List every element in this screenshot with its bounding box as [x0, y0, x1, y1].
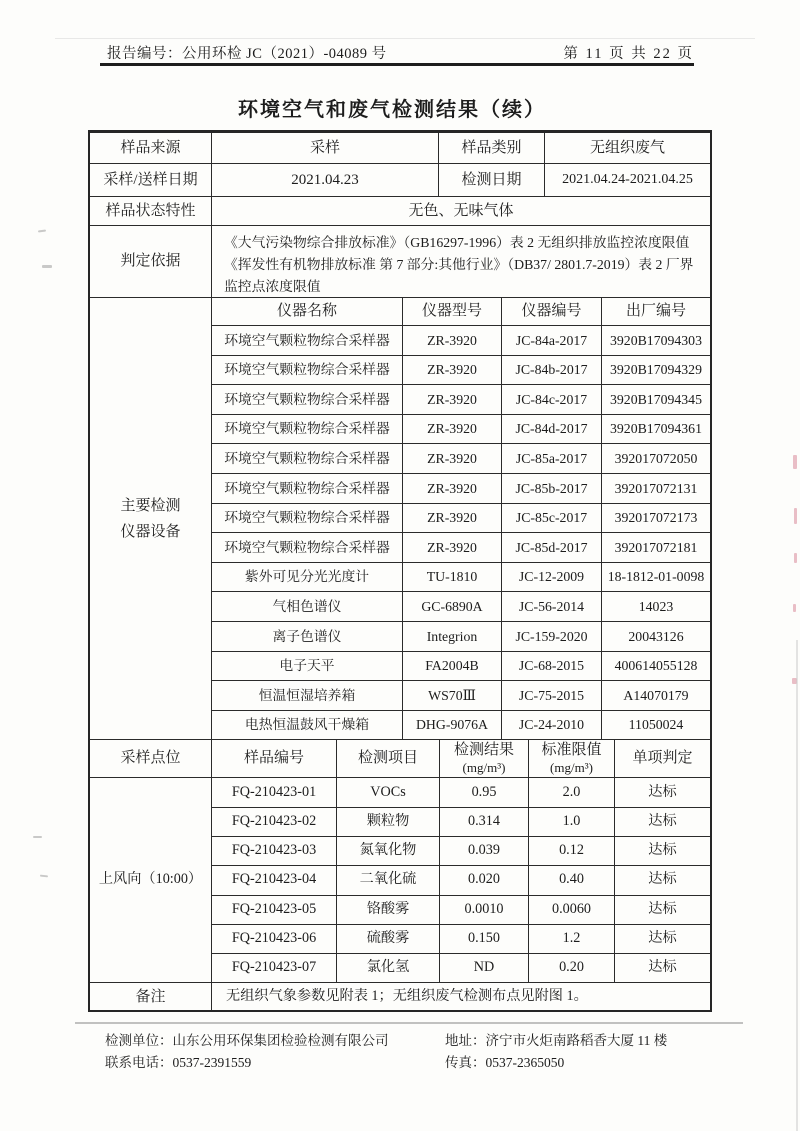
instrument-serial: 392017072173	[602, 504, 710, 534]
sampling-point-header: 采样点位	[90, 740, 212, 778]
test-item: 氯化氢	[337, 954, 440, 983]
test-item: 二氧化硫	[337, 866, 440, 895]
judgment-value: 达标	[615, 954, 710, 983]
instruments-label-line1: 主要检测	[120, 497, 181, 514]
instrument-name: 紫外可见分光光度计	[212, 563, 403, 593]
stamp-edge-mark	[793, 455, 797, 469]
instrument-row	[212, 622, 710, 652]
test-result: ND	[440, 954, 529, 983]
instruments-subtable	[212, 298, 710, 740]
sampling-date-value: 2021.04.23	[212, 164, 439, 197]
instrument-name-header: 仪器名称	[212, 298, 403, 326]
test-result: 0.0010	[440, 896, 529, 925]
sample-id: FQ-210423-05	[212, 896, 337, 925]
instrument-model-header: 仪器型号	[403, 298, 502, 326]
judgment-basis-label: 判定依据	[90, 226, 212, 298]
instruments-header-row	[212, 298, 710, 326]
footer-unit: 检测单位：山东公用环保集团检验检测有限公司	[105, 1033, 389, 1048]
sample-state-label: 样品状态特性	[90, 197, 212, 226]
instrument-name: 环境空气颗粒物综合采样器	[212, 326, 403, 356]
instrument-name: 环境空气颗粒物综合采样器	[212, 385, 403, 415]
instrument-serial: 11050024	[602, 711, 710, 741]
stamp-edge-mark	[793, 604, 796, 612]
test-item: 硫酸雾	[337, 925, 440, 954]
report-number: 报告编号：公用环检 JC（2021）-04089 号	[107, 46, 387, 62]
instrument-serial: 3920B17094345	[602, 385, 710, 415]
table-row	[90, 133, 710, 164]
test-date-value: 2021.04.24-2021.04.25	[545, 164, 710, 197]
instrument-row	[212, 652, 710, 682]
sampling-row	[212, 954, 710, 983]
sample-id: FQ-210423-03	[212, 837, 337, 866]
instrument-row	[212, 326, 710, 356]
judgment-value: 达标	[615, 896, 710, 925]
instrument-row	[212, 592, 710, 622]
instrument-code: JC-84b-2017	[502, 356, 602, 386]
instrument-model: ZR-3920	[403, 474, 502, 504]
limit-header-line1: 标准限值	[541, 742, 602, 759]
standard-limit: 0.0060	[529, 896, 615, 925]
sampling-row	[212, 866, 710, 895]
instrument-model: ZR-3920	[403, 385, 502, 415]
instrument-code: JC-85b-2017	[502, 474, 602, 504]
instrument-name: 气相色谱仪	[212, 592, 403, 622]
judgment-header: 单项判定	[615, 740, 710, 778]
judgment-value: 达标	[615, 778, 710, 807]
instrument-model: ZR-3920	[403, 356, 502, 386]
instrument-name: 电子天平	[212, 652, 403, 682]
instrument-row	[212, 356, 710, 386]
footer-row-1	[105, 1030, 735, 1052]
sampling-location: 上风向（10:00）	[90, 778, 212, 983]
judgment-value: 达标	[615, 837, 710, 866]
instrument-model: DHG-9076A	[403, 711, 502, 741]
sample-source-label: 样品来源	[90, 133, 212, 164]
scan-edge-line	[796, 640, 798, 1131]
sampling-row	[212, 925, 710, 954]
test-result: 0.150	[440, 925, 529, 954]
sample-id: FQ-210423-02	[212, 808, 337, 837]
footer-phone: 联系电话：0537-2391559	[105, 1055, 252, 1070]
instrument-model: Integrion	[403, 622, 502, 652]
instrument-model: ZR-3920	[403, 444, 502, 474]
instrument-model: ZR-3920	[403, 415, 502, 445]
standard-limit: 0.12	[529, 837, 615, 866]
instruments-label-line2: 仪器设备	[120, 523, 181, 540]
sample-source-value: 采样	[212, 133, 439, 164]
stamp-edge-mark	[794, 553, 797, 563]
instrument-code: JC-85d-2017	[502, 533, 602, 563]
instrument-name: 离子色谱仪	[212, 622, 403, 652]
remark-text: 无组织气象参数见附表 1；无组织废气检测布点见附图 1。	[226, 988, 588, 1005]
instrument-name: 环境空气颗粒物综合采样器	[212, 356, 403, 386]
limit-header	[529, 740, 615, 778]
sample-id: FQ-210423-07	[212, 954, 337, 983]
sampling-subtable	[212, 778, 710, 983]
instrument-serial: A14070179	[602, 681, 710, 711]
instrument-row	[212, 711, 710, 741]
test-item: VOCs	[337, 778, 440, 807]
standard-limit: 0.20	[529, 954, 615, 983]
instrument-code: JC-85c-2017	[502, 504, 602, 534]
instrument-model: FA2004B	[403, 652, 502, 682]
instrument-row	[212, 474, 710, 504]
instrument-serial: 14023	[602, 592, 710, 622]
page-title: 环境空气和废气检测结果（续）	[238, 99, 546, 121]
instrument-code: JC-68-2015	[502, 652, 602, 682]
instrument-serial: 400614055128	[602, 652, 710, 682]
instrument-serial-header: 出厂编号	[602, 298, 710, 326]
sample-state-value: 无色、无味气体	[212, 197, 710, 226]
test-result: 0.039	[440, 837, 529, 866]
sample-id-header: 样品编号	[212, 740, 337, 778]
sample-type-label: 样品类别	[439, 133, 545, 164]
instrument-row	[212, 444, 710, 474]
header-rule	[100, 63, 694, 66]
test-date-label: 检测日期	[439, 164, 545, 197]
basis-line-2: 《挥发性有机物排放标准 第 7 部分:其他行业》（DB37/ 2801.7-2019）表 2 厂界监控点浓度限值	[224, 257, 694, 294]
sample-id: FQ-210423-06	[212, 925, 337, 954]
sampling-row	[212, 808, 710, 837]
instrument-row	[212, 681, 710, 711]
test-item: 铬酸雾	[337, 896, 440, 925]
instrument-serial: 20043126	[602, 622, 710, 652]
sampling-header-row	[90, 740, 710, 778]
instrument-name: 环境空气颗粒物综合采样器	[212, 444, 403, 474]
scan-speck	[38, 229, 46, 232]
scan-speck	[40, 875, 48, 878]
instrument-code: JC-84d-2017	[502, 415, 602, 445]
instrument-code: JC-24-2010	[502, 711, 602, 741]
instrument-model: ZR-3920	[403, 326, 502, 356]
sample-id: FQ-210423-04	[212, 866, 337, 895]
footer-rule	[75, 1022, 743, 1024]
standard-limit: 2.0	[529, 778, 615, 807]
instrument-serial: 3920B17094303	[602, 326, 710, 356]
judgment-value: 达标	[615, 808, 710, 837]
sampling-row	[212, 778, 710, 807]
limit-header-unit: (mg/m³)	[550, 760, 593, 776]
instrument-code-header: 仪器编号	[502, 298, 602, 326]
test-item: 颗粒物	[337, 808, 440, 837]
remark-label: 备注	[90, 983, 212, 1010]
judgment-basis-text	[212, 226, 710, 298]
instrument-serial: 392017072181	[602, 533, 710, 563]
judgment-value: 达标	[615, 925, 710, 954]
sample-id: FQ-210423-01	[212, 778, 337, 807]
instrument-row	[212, 385, 710, 415]
scan-speck	[42, 265, 52, 268]
instruments-section	[90, 298, 710, 740]
instrument-code: JC-84a-2017	[502, 326, 602, 356]
sampling-row	[212, 837, 710, 866]
instrument-code: JC-85a-2017	[502, 444, 602, 474]
remark-row	[90, 983, 710, 1010]
instrument-row	[212, 533, 710, 563]
sampling-section	[90, 778, 710, 983]
instruments-section-label	[90, 298, 212, 740]
instrument-row	[212, 504, 710, 534]
table-row	[90, 164, 710, 197]
test-result: 0.95	[440, 778, 529, 807]
judgment-value: 达标	[615, 866, 710, 895]
instrument-model: TU-1810	[403, 563, 502, 593]
results-table	[88, 130, 712, 1012]
test-result: 0.314	[440, 808, 529, 837]
standard-limit: 0.40	[529, 866, 615, 895]
instrument-serial: 3920B17094361	[602, 415, 710, 445]
instrument-serial: 3920B17094329	[602, 356, 710, 386]
sample-type-value: 无组织废气	[545, 133, 710, 164]
instrument-name: 环境空气颗粒物综合采样器	[212, 474, 403, 504]
instrument-row	[212, 415, 710, 445]
instrument-serial: 392017072050	[602, 444, 710, 474]
instrument-code: JC-56-2014	[502, 592, 602, 622]
standard-limit: 1.2	[529, 925, 615, 954]
scan-artifact-top-line	[55, 38, 755, 39]
footer-fax: 传真：0537-2365050	[445, 1055, 565, 1070]
instrument-model: WS70Ⅲ	[403, 681, 502, 711]
instrument-code: JC-75-2015	[502, 681, 602, 711]
instrument-name: 恒温恒湿培养箱	[212, 681, 403, 711]
basis-line-1: 《大气污染物综合排放标准》（GB16297-1996）表 2 无组织排放监控浓度限值	[224, 235, 690, 250]
instrument-code: JC-84c-2017	[502, 385, 602, 415]
instrument-name: 电热恒温鼓风干燥箱	[212, 711, 403, 741]
scan-speck	[33, 836, 42, 838]
result-header-line1: 检测结果	[453, 742, 514, 759]
instrument-model: ZR-3920	[403, 504, 502, 534]
sampling-row	[212, 896, 710, 925]
table-row	[90, 197, 710, 226]
result-header-unit: (mg/m³)	[462, 760, 506, 776]
instrument-row	[212, 563, 710, 593]
footer-row-2	[105, 1052, 735, 1074]
sampling-date-label: 采样/送样日期	[90, 164, 212, 197]
instrument-name: 环境空气颗粒物综合采样器	[212, 415, 403, 445]
test-result: 0.020	[440, 866, 529, 895]
instrument-code: JC-159-2020	[502, 622, 602, 652]
instrument-model: ZR-3920	[403, 533, 502, 563]
instrument-serial: 392017072131	[602, 474, 710, 504]
page-number: 第 11 页 共 22 页	[563, 46, 694, 62]
instrument-model: GC-6890A	[403, 592, 502, 622]
instrument-name: 环境空气颗粒物综合采样器	[212, 533, 403, 563]
test-item-header: 检测项目	[337, 740, 440, 778]
footer-address: 地址：济宁市火炬南路稻香大厦 11 楼	[445, 1033, 668, 1048]
result-header	[440, 740, 529, 778]
instrument-code: JC-12-2009	[502, 563, 602, 593]
test-item: 氮氧化物	[337, 837, 440, 866]
standard-limit: 1.0	[529, 808, 615, 837]
stamp-edge-mark	[794, 508, 797, 524]
instrument-serial: 18-1812-01-0098	[602, 563, 710, 593]
footer	[105, 1030, 735, 1074]
table-row	[90, 226, 710, 298]
instrument-name: 环境空气颗粒物综合采样器	[212, 504, 403, 534]
